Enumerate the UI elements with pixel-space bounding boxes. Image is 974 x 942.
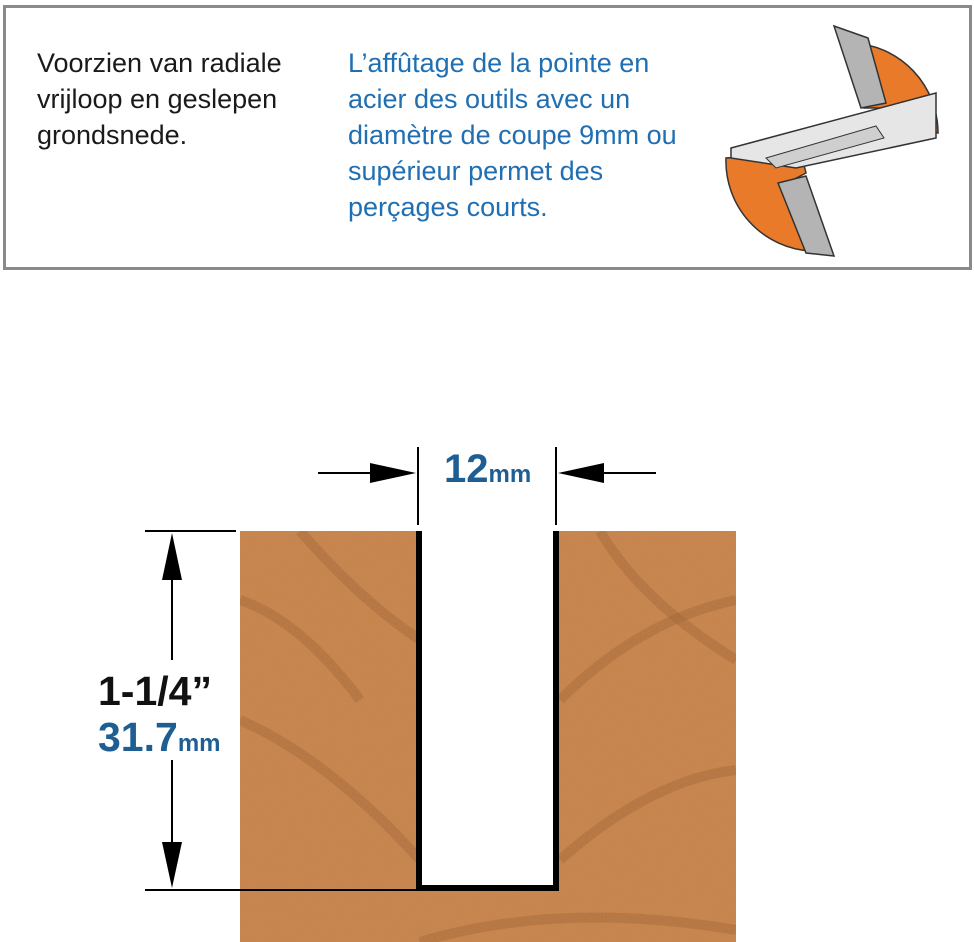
- arrow-down-icon: [162, 842, 182, 888]
- depth-label-metric: 31.7mm: [98, 714, 221, 760]
- arrow-up-icon: [162, 533, 182, 580]
- description-dutch: Voorzien van radiale vrijloop en geslepen grondsnede.: [37, 48, 282, 150]
- arrow-right-icon: [558, 463, 604, 483]
- wood-block: [240, 531, 736, 942]
- arrow-left-icon: [370, 463, 416, 483]
- width-label: 12mm: [444, 447, 532, 491]
- depth-label-imperial: 1-1/4”: [98, 668, 212, 714]
- description-french: L’affûtage de la pointe en acier des outils avec un diamètre de coupe 9mm ou supérieur permet des perçages courts.: [348, 48, 677, 222]
- groove-outline: [419, 531, 556, 888]
